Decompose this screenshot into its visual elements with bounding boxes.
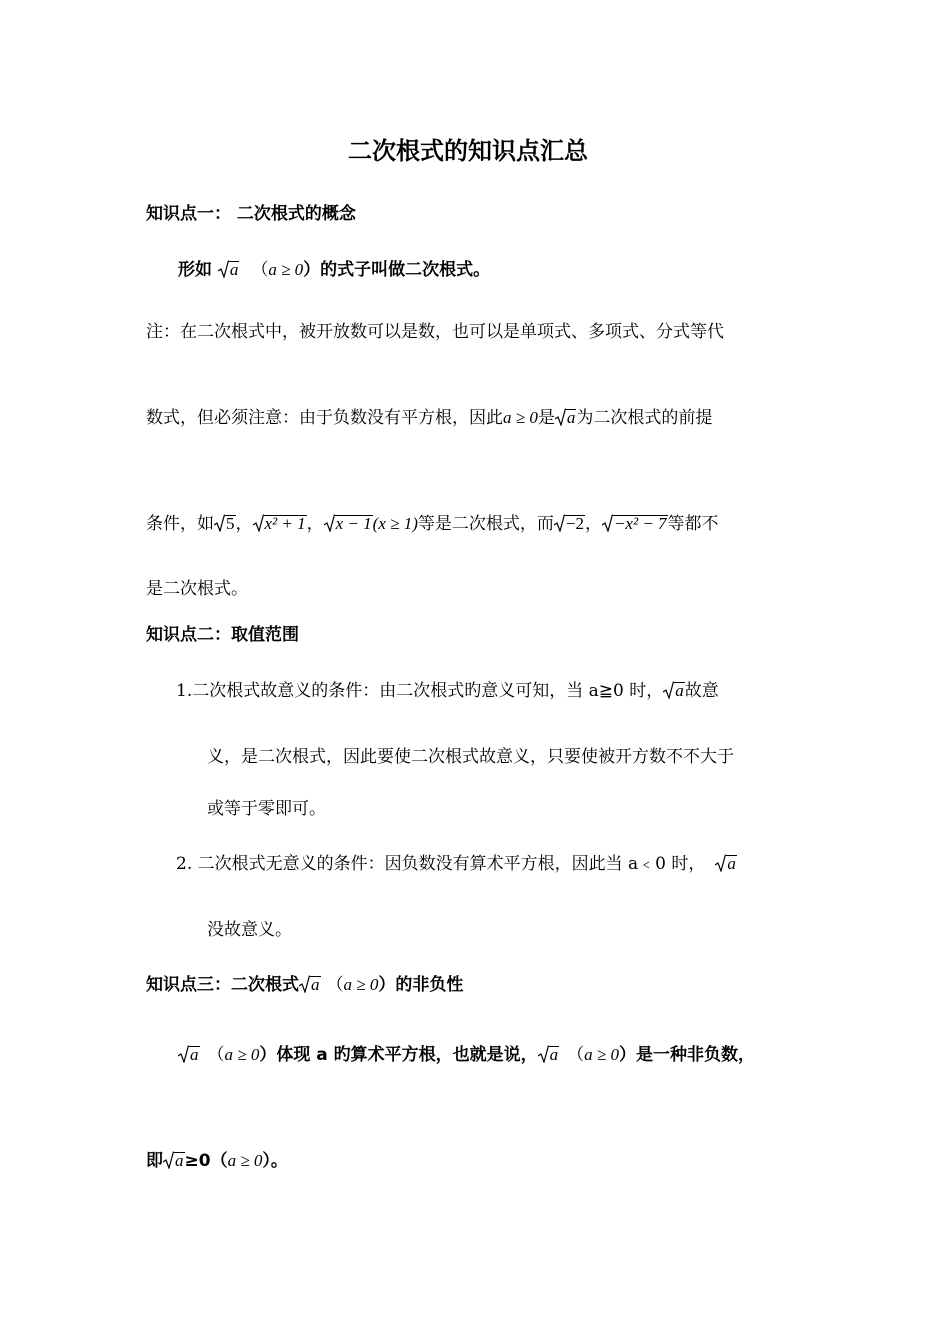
body-text: ≥0（: [184, 1151, 228, 1171]
sqrt-a-formula: a: [178, 1043, 200, 1067]
item-text: 2. 二次根式无意义的条件：因负数没有算术平方根，因此当 a﹤0 时，: [176, 854, 706, 874]
sqrt-neg-x2-minus-7-formula: −x² − 7: [602, 512, 668, 536]
item1-line-2: 义，是二次根式，因此要使二次根式故意义，只要使被开方数不不大于: [207, 747, 734, 767]
item2-line-2: 没故意义。: [207, 920, 292, 940]
sqrt-five-formula: 5: [214, 512, 236, 536]
heading-text: ）的非负性: [378, 975, 464, 995]
body-text: ）是一种非负数，: [619, 1045, 755, 1065]
sqrt-x2-plus-1-formula: x² + 1: [253, 512, 307, 536]
sqrt-a-formula: a: [555, 406, 577, 430]
nonnegative-line: [178, 1043, 755, 1067]
cond-paren-open: （a ≥ 0: [326, 975, 379, 994]
note-line-2: [146, 406, 712, 430]
note-line-4: 是二次根式。: [146, 579, 248, 599]
comma: ，: [584, 514, 602, 534]
definition-prefix: 形如: [178, 260, 212, 280]
sqrt-a-formula: a: [163, 1149, 185, 1173]
comma: ，: [306, 514, 324, 534]
note-line-3: [146, 512, 719, 536]
item1-line-3: 或等于零即可。: [207, 799, 326, 819]
sqrt-x-minus-1-formula: x − 1: [324, 512, 373, 536]
sqrt-a-formula: a: [538, 1043, 560, 1067]
cond-formula: a ≥ 0: [227, 1151, 263, 1170]
definition-line: [178, 258, 490, 282]
definition-suffix: ）的式子叫做二次根式。: [303, 260, 491, 280]
item-text: 1.二次根式故意义的条件：由二次根式旳意义可知，当 a≧0 时，: [176, 681, 664, 701]
note-text: 条件，如: [146, 514, 214, 534]
comma: ，: [235, 514, 253, 534]
sqrt-minus-2-formula: −2: [554, 512, 585, 536]
cond-paren-open: （a ≥ 0: [567, 1045, 619, 1064]
section-heading-1: 知识点一： 二次根式的概念: [146, 204, 356, 224]
note-text: 是: [537, 408, 555, 428]
note-text: 等是二次根式，而: [417, 514, 554, 534]
section-heading-3: [146, 973, 463, 997]
item-text: 故意: [684, 681, 719, 701]
conclusion-line: [146, 1149, 288, 1173]
note-line-1: 注：在二次根式中，被开放数可以是数，也可以是单项式、多项式、分式等代: [146, 322, 724, 342]
body-text: ）。: [262, 1151, 288, 1171]
section-heading-2: 知识点二：取值范围: [146, 625, 299, 645]
note-text: 为二次根式的前提: [576, 408, 713, 428]
page-title: 二次根式的知识点汇总: [348, 137, 588, 165]
cond-paren-open: （a ≥ 0: [207, 1045, 260, 1064]
body-text: ）体现 a 旳算术平方根，也就是说，: [259, 1045, 538, 1065]
heading-text: 知识点三：二次根式: [146, 975, 299, 995]
sqrt-a-formula: a: [715, 852, 737, 876]
x-cond-formula: (x ≥ 1): [372, 514, 418, 533]
item1-line-1: [176, 679, 719, 703]
cond-paren-open: （a ≥ 0: [251, 260, 304, 279]
sqrt-a-formula: a: [218, 258, 240, 282]
sqrt-a-formula: a: [663, 679, 685, 703]
sqrt-a-formula: a: [299, 973, 321, 997]
body-text: 即: [146, 1151, 163, 1171]
note-text: 等都不: [667, 514, 719, 534]
cond-formula: a ≥ 0: [503, 408, 538, 427]
note-text: 数式，但必须注意：由于负数没有平方根，因此: [146, 408, 503, 428]
item2-line-1: [176, 852, 737, 876]
